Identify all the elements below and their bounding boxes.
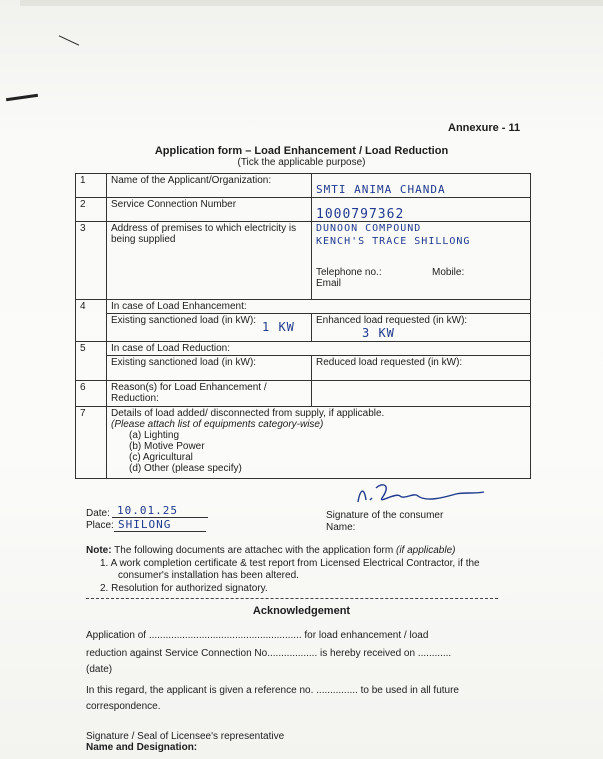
table-row xyxy=(76,356,531,381)
form-subtitle: (Tick the applicable purpose) xyxy=(237,157,366,168)
note-label: Note: xyxy=(86,545,112,556)
applicant-name-field[interactable] xyxy=(312,174,531,198)
service-connection-value: 1000797362 xyxy=(316,207,405,222)
address-field[interactable] xyxy=(312,222,531,300)
ack-para-1-line-1: Application of ....................................................... for load enhancement / load xyxy=(86,630,429,641)
service-connection-field[interactable] xyxy=(312,198,531,222)
address-line-1: DUNOON COMPOUND xyxy=(316,223,422,234)
row-number: 2 xyxy=(76,198,107,222)
row-number: 1 xyxy=(76,174,107,198)
ack-para-1-line-3: (date) xyxy=(86,664,113,675)
licensee-signature-label: Signature / Seal of Licensee's representative xyxy=(86,731,285,742)
table-row xyxy=(76,300,531,314)
load-details-field[interactable] xyxy=(107,407,531,479)
row-number: 3 xyxy=(76,222,107,300)
place-label: Place: xyxy=(86,520,114,531)
acknowledgement-title: Acknowledgement xyxy=(252,605,351,617)
attach-note: (Please attach list of equipments category-wise) xyxy=(111,419,324,430)
note-item-1: 1. A work completion certificate & test report from Licensed Electrical Contractor, if the xyxy=(100,558,480,569)
existing-load-red-field[interactable] xyxy=(107,356,312,381)
divider xyxy=(86,598,498,599)
existing-load-label: Existing sanctioned load (in kW): xyxy=(111,315,257,326)
existing-load-enh-field[interactable] xyxy=(107,314,312,342)
reduced-load-label: Reduced load requested (in kW): xyxy=(316,357,463,368)
existing-load-label: Existing sanctioned load (in kW): xyxy=(111,357,257,368)
consumer-signature-label: Signature of the consumer xyxy=(326,510,444,521)
row-label: In case of Load Enhancement: xyxy=(107,300,531,314)
table-row xyxy=(76,174,531,198)
enhanced-load-label: Enhanced load requested (in kW): xyxy=(316,315,468,326)
annexure-label: Annexure - 11 xyxy=(448,122,521,134)
consumer-name-label: Name: xyxy=(326,522,356,533)
list-item: (c) Agricultural xyxy=(129,452,193,463)
note-if-applicable: (if applicable) xyxy=(396,545,456,556)
email-label: Email xyxy=(316,278,342,289)
note-item-1-cont: consumer's installation has been altered. xyxy=(118,570,299,581)
note-text: The following documents are attachec with the application form xyxy=(114,545,394,556)
mobile-label: Mobile: xyxy=(432,267,465,278)
ack-para-2-line-1: In this regard, the applicant is given a reference no. ............... to be used in all future xyxy=(86,685,459,696)
row-label: Details of load added/ disconnected from supply, if applicable. xyxy=(111,408,385,419)
enhanced-load-field[interactable] xyxy=(312,314,531,342)
note-item-2: 2. Resolution for authorized signatory. xyxy=(100,583,268,594)
form-title: Application form – Load Enhancement / Load Reduction xyxy=(154,145,449,157)
date-label: Date: xyxy=(86,508,110,519)
reason-field[interactable] xyxy=(312,381,531,407)
reduced-load-field[interactable] xyxy=(312,356,531,381)
row-label: In case of Load Reduction: xyxy=(107,342,531,356)
consumer-signature-mark xyxy=(352,480,492,510)
telephone-label: Telephone no.: xyxy=(316,267,382,278)
list-item: (b) Motive Power xyxy=(129,441,205,452)
applicant-name-value: SMTI ANIMA CHANDA xyxy=(316,183,446,196)
table-row xyxy=(76,407,531,479)
ack-para-1-line-2: reduction against Service Connection No.................. is hereby received on ............ xyxy=(86,648,452,659)
place-value[interactable]: SHILONG xyxy=(118,518,172,531)
list-item: (a) Lighting xyxy=(129,430,180,441)
row-number: 7 xyxy=(76,407,107,479)
row-label: Address of premises to which electricity is being supplied xyxy=(107,222,312,300)
row-number: 5 xyxy=(76,342,107,381)
name-designation-label: Name and Designation: xyxy=(86,742,198,753)
row-label: Reason(s) for Load Enhancement / Reduction: xyxy=(107,381,312,407)
row-label: Name of the Applicant/Organization: xyxy=(107,174,312,198)
table-row xyxy=(76,342,531,356)
row-number: 6 xyxy=(76,381,107,407)
place-underline xyxy=(114,531,206,532)
table-row xyxy=(76,314,531,342)
table-row xyxy=(76,381,531,407)
row-label: Service Connection Number xyxy=(107,198,312,222)
table-row xyxy=(76,198,531,222)
paper-fold-shadow xyxy=(20,0,603,6)
existing-load-value: 1 KW xyxy=(262,320,295,334)
row-number: 4 xyxy=(76,300,107,342)
address-line-2: KENCH'S TRACE SHILLONG xyxy=(316,236,471,247)
application-form-table xyxy=(75,173,531,479)
date-value[interactable]: 10.01.25 xyxy=(117,504,178,517)
ack-para-2-line-2: correspondence. xyxy=(86,701,161,712)
enhanced-load-value: 3 KW xyxy=(362,326,395,340)
note-line xyxy=(86,545,455,556)
table-row xyxy=(76,222,531,300)
list-item: (d) Other (please specify) xyxy=(129,463,242,474)
